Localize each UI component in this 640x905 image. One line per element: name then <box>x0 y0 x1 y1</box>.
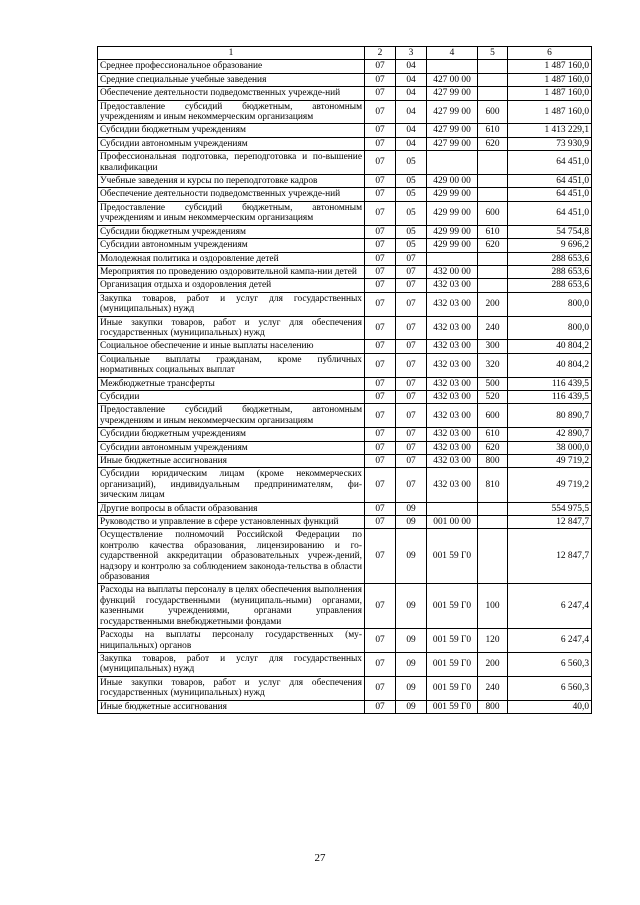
row-name-cell: Субсидии бюджетным учреждениям <box>98 428 365 441</box>
subsection-cell: 07 <box>396 292 427 316</box>
amount-cell: 49 719,2 <box>508 455 592 468</box>
amount-cell: 9 696,2 <box>508 239 592 252</box>
row-name-cell: Иные бюджетные ассигнования <box>98 700 365 713</box>
section-cell: 07 <box>365 188 396 201</box>
table-row <box>98 124 592 137</box>
section-cell: 07 <box>365 265 396 278</box>
section-cell: 07 <box>365 502 396 515</box>
row-name-cell: Обеспечение деятельности подведомственных учрежде-ний <box>98 188 365 201</box>
table-row <box>98 353 592 377</box>
section-cell: 07 <box>365 124 396 137</box>
row-name-cell: Субсидии <box>98 390 365 403</box>
amount-cell: 1 487 160,0 <box>508 87 592 100</box>
target-article-cell: 429 99 00 <box>427 225 478 238</box>
expense-type-cell <box>478 265 508 278</box>
amount-cell: 288 653,6 <box>508 279 592 292</box>
section-cell: 07 <box>365 629 396 653</box>
subsection-cell: 05 <box>396 151 427 175</box>
amount-cell: 42 890,7 <box>508 428 592 441</box>
target-article-cell: 001 59 Г0 <box>427 629 478 653</box>
expense-type-cell: 620 <box>478 441 508 454</box>
row-name-cell: Расходы на выплаты персоналу государственных (му-ниципальных) органов <box>98 629 365 653</box>
expense-type-cell <box>478 188 508 201</box>
subsection-cell: 05 <box>396 201 427 225</box>
budget-table <box>97 46 592 714</box>
table-row <box>98 441 592 454</box>
table-row <box>98 151 592 175</box>
subsection-cell: 07 <box>396 455 427 468</box>
subsection-cell: 09 <box>396 529 427 584</box>
amount-cell: 49 719,2 <box>508 468 592 502</box>
subsection-cell: 07 <box>396 377 427 390</box>
target-article-cell: 432 03 00 <box>427 404 478 428</box>
amount-cell: 64 451,0 <box>508 188 592 201</box>
row-name-cell: Закупка товаров, работ и услуг для государственных (муниципальных) нужд <box>98 292 365 316</box>
target-article-cell: 427 99 00 <box>427 137 478 150</box>
table-row <box>98 428 592 441</box>
table-row <box>98 279 592 292</box>
expense-type-cell <box>478 151 508 175</box>
table-row <box>98 100 592 124</box>
target-article-cell: 427 99 00 <box>427 124 478 137</box>
target-article-cell <box>427 252 478 265</box>
amount-cell: 38 000,0 <box>508 441 592 454</box>
expense-type-cell <box>478 60 508 73</box>
amount-cell: 800,0 <box>508 316 592 340</box>
table-row <box>98 529 592 584</box>
subsection-cell: 07 <box>396 428 427 441</box>
table-row <box>98 652 592 676</box>
row-name-cell: Субсидии бюджетным учреждениям <box>98 225 365 238</box>
section-cell: 07 <box>365 700 396 713</box>
amount-cell: 64 451,0 <box>508 175 592 188</box>
row-name-cell: Обеспечение деятельности подведомственных учрежде-ний <box>98 87 365 100</box>
amount-cell: 116 439,5 <box>508 377 592 390</box>
row-name-cell: Расходы на выплаты персоналу в целях обеспечения выполнения функций государственными (муниципаль-ными) органами, казенными учреждениями, органами управления государственными внебюджетными фондами <box>98 584 365 629</box>
row-name-cell: Среднее профессиональное образование <box>98 60 365 73</box>
amount-cell: 64 451,0 <box>508 201 592 225</box>
section-cell: 07 <box>365 292 396 316</box>
subsection-cell: 07 <box>396 265 427 278</box>
table-row <box>98 455 592 468</box>
header-row <box>98 47 592 60</box>
table-row <box>98 390 592 403</box>
target-article-cell: 429 99 00 <box>427 201 478 225</box>
expense-type-cell: 120 <box>478 629 508 653</box>
expense-type-cell: 800 <box>478 700 508 713</box>
section-cell: 07 <box>365 441 396 454</box>
target-article-cell: 432 03 00 <box>427 390 478 403</box>
row-name-cell: Предоставление субсидий бюджетным, автономным учреждениям и иным некоммерческим организациям <box>98 100 365 124</box>
target-article-cell: 001 00 00 <box>427 516 478 529</box>
amount-cell: 1 487 160,0 <box>508 73 592 86</box>
expense-type-cell: 610 <box>478 124 508 137</box>
row-name-cell: Иные закупки товаров, работ и услуг для обеспечения государственных (муниципальных) нужд <box>98 316 365 340</box>
row-name-cell: Профессиональная подготовка, переподготовка и по-вышение квалификации <box>98 151 365 175</box>
table-body <box>98 60 592 714</box>
target-article-cell <box>427 60 478 73</box>
target-article-cell <box>427 502 478 515</box>
subsection-cell: 07 <box>396 441 427 454</box>
table-row <box>98 239 592 252</box>
row-name-cell: Руководство и управление в сфере установленных функций <box>98 516 365 529</box>
expense-type-cell: 240 <box>478 316 508 340</box>
row-name-cell: Предоставление субсидий бюджетным, автономным учреждениям и иным некоммерческим организациям <box>98 404 365 428</box>
table-row <box>98 502 592 515</box>
expense-type-cell <box>478 73 508 86</box>
target-article-cell: 001 59 Г0 <box>427 700 478 713</box>
section-cell: 07 <box>365 175 396 188</box>
table-row <box>98 137 592 150</box>
section-cell: 07 <box>365 428 396 441</box>
row-name-cell: Субсидии автономным учреждениям <box>98 137 365 150</box>
section-cell: 07 <box>365 225 396 238</box>
expense-type-cell: 620 <box>478 137 508 150</box>
col-header-2: 2 <box>365 47 396 60</box>
expense-type-cell: 600 <box>478 404 508 428</box>
subsection-cell: 07 <box>396 316 427 340</box>
section-cell: 07 <box>365 455 396 468</box>
target-article-cell <box>427 151 478 175</box>
section-cell: 07 <box>365 584 396 629</box>
amount-cell: 64 451,0 <box>508 151 592 175</box>
col-header-3: 3 <box>396 47 427 60</box>
expense-type-cell: 300 <box>478 340 508 353</box>
target-article-cell: 001 59 Г0 <box>427 652 478 676</box>
section-cell: 07 <box>365 468 396 502</box>
row-name-cell: Иные закупки товаров, работ и услуг для обеспечения государственных (муниципальных) нужд <box>98 676 365 700</box>
subsection-cell: 07 <box>396 353 427 377</box>
target-article-cell: 432 03 00 <box>427 428 478 441</box>
amount-cell: 6 247,4 <box>508 584 592 629</box>
table-row <box>98 468 592 502</box>
target-article-cell: 432 03 00 <box>427 441 478 454</box>
table-row <box>98 629 592 653</box>
subsection-cell: 04 <box>396 137 427 150</box>
amount-cell: 288 653,6 <box>508 252 592 265</box>
expense-type-cell: 600 <box>478 201 508 225</box>
table-row <box>98 175 592 188</box>
subsection-cell: 07 <box>396 404 427 428</box>
subsection-cell: 04 <box>396 87 427 100</box>
target-article-cell: 432 03 00 <box>427 377 478 390</box>
section-cell: 07 <box>365 316 396 340</box>
amount-cell: 40 804,2 <box>508 340 592 353</box>
expense-type-cell <box>478 279 508 292</box>
target-article-cell: 429 00 00 <box>427 175 478 188</box>
subsection-cell: 07 <box>396 390 427 403</box>
subsection-cell: 09 <box>396 700 427 713</box>
table-row <box>98 516 592 529</box>
subsection-cell: 04 <box>396 124 427 137</box>
section-cell: 07 <box>365 676 396 700</box>
document-page <box>97 46 591 714</box>
row-name-cell: Социальное обеспечение и иные выплаты населению <box>98 340 365 353</box>
subsection-cell: 09 <box>396 502 427 515</box>
amount-cell: 80 890,7 <box>508 404 592 428</box>
expense-type-cell <box>478 252 508 265</box>
expense-type-cell: 320 <box>478 353 508 377</box>
expense-type-cell <box>478 529 508 584</box>
row-name-cell: Иные бюджетные ассигнования <box>98 455 365 468</box>
amount-cell: 12 847,7 <box>508 529 592 584</box>
amount-cell: 6 247,4 <box>508 629 592 653</box>
subsection-cell: 09 <box>396 584 427 629</box>
expense-type-cell <box>478 87 508 100</box>
expense-type-cell: 240 <box>478 676 508 700</box>
subsection-cell: 09 <box>396 652 427 676</box>
table-row <box>98 377 592 390</box>
section-cell: 07 <box>365 516 396 529</box>
subsection-cell: 05 <box>396 225 427 238</box>
target-article-cell: 432 03 00 <box>427 292 478 316</box>
target-article-cell: 432 03 00 <box>427 316 478 340</box>
table-row <box>98 584 592 629</box>
subsection-cell: 05 <box>396 175 427 188</box>
subsection-cell: 04 <box>396 100 427 124</box>
page-number: 27 <box>314 852 326 864</box>
amount-cell: 288 653,6 <box>508 265 592 278</box>
target-article-cell: 429 99 00 <box>427 239 478 252</box>
expense-type-cell <box>478 175 508 188</box>
col-header-1: 1 <box>98 47 365 60</box>
expense-type-cell: 800 <box>478 455 508 468</box>
table-row <box>98 316 592 340</box>
section-cell: 07 <box>365 377 396 390</box>
table-row <box>98 676 592 700</box>
amount-cell: 800,0 <box>508 292 592 316</box>
section-cell: 07 <box>365 529 396 584</box>
row-name-cell: Организация отдыха и оздоровления детей <box>98 279 365 292</box>
amount-cell: 6 560,3 <box>508 652 592 676</box>
section-cell: 07 <box>365 73 396 86</box>
table-row <box>98 201 592 225</box>
row-name-cell: Предоставление субсидий бюджетным, автономным учреждениям и иным некоммерческим организациям <box>98 201 365 225</box>
amount-cell: 116 439,5 <box>508 390 592 403</box>
table-row <box>98 404 592 428</box>
expense-type-cell: 200 <box>478 292 508 316</box>
row-name-cell: Учебные заведения и курсы по переподготовке кадров <box>98 175 365 188</box>
subsection-cell: 05 <box>396 188 427 201</box>
subsection-cell: 07 <box>396 468 427 502</box>
subsection-cell: 09 <box>396 676 427 700</box>
row-name-cell: Мероприятия по проведению оздоровительной кампа-нии детей <box>98 265 365 278</box>
row-name-cell: Закупка товаров, работ и услуг для государственных (муниципальных) нужд <box>98 652 365 676</box>
target-article-cell: 427 00 00 <box>427 73 478 86</box>
section-cell: 07 <box>365 239 396 252</box>
section-cell: 07 <box>365 100 396 124</box>
row-name-cell: Субсидии автономным учреждениям <box>98 239 365 252</box>
expense-type-cell: 610 <box>478 225 508 238</box>
expense-type-cell <box>478 516 508 529</box>
row-name-cell: Другие вопросы в области образования <box>98 502 365 515</box>
table-row <box>98 265 592 278</box>
section-cell: 07 <box>365 137 396 150</box>
amount-cell: 40 804,2 <box>508 353 592 377</box>
row-name-cell: Социальные выплаты гражданам, кроме публичных нормативных социальных выплат <box>98 353 365 377</box>
expense-type-cell: 520 <box>478 390 508 403</box>
expense-type-cell: 500 <box>478 377 508 390</box>
subsection-cell: 05 <box>396 239 427 252</box>
section-cell: 07 <box>365 201 396 225</box>
target-article-cell: 432 03 00 <box>427 468 478 502</box>
subsection-cell: 04 <box>396 73 427 86</box>
target-article-cell: 001 59 Г0 <box>427 584 478 629</box>
row-name-cell: Субсидии юридическим лицам (кроме некоммерческих организаций), индивидуальным предпринимателям, фи-зическим лицам <box>98 468 365 502</box>
target-article-cell: 427 99 00 <box>427 87 478 100</box>
target-article-cell: 001 59 Г0 <box>427 529 478 584</box>
target-article-cell: 432 03 00 <box>427 455 478 468</box>
expense-type-cell: 600 <box>478 100 508 124</box>
target-article-cell: 429 99 00 <box>427 188 478 201</box>
expense-type-cell: 100 <box>478 584 508 629</box>
amount-cell: 6 560,3 <box>508 676 592 700</box>
subsection-cell: 09 <box>396 629 427 653</box>
amount-cell: 1 487 160,0 <box>508 60 592 73</box>
target-article-cell: 432 03 00 <box>427 353 478 377</box>
expense-type-cell <box>478 502 508 515</box>
row-name-cell: Субсидии бюджетным учреждениям <box>98 124 365 137</box>
target-article-cell: 432 03 00 <box>427 340 478 353</box>
section-cell: 07 <box>365 60 396 73</box>
table-row <box>98 700 592 713</box>
section-cell: 07 <box>365 279 396 292</box>
target-article-cell: 001 59 Г0 <box>427 676 478 700</box>
target-article-cell: 427 99 00 <box>427 100 478 124</box>
section-cell: 07 <box>365 353 396 377</box>
row-name-cell: Субсидии автономным учреждениям <box>98 441 365 454</box>
table-row <box>98 188 592 201</box>
table-row <box>98 87 592 100</box>
expense-type-cell: 810 <box>478 468 508 502</box>
subsection-cell: 07 <box>396 279 427 292</box>
row-name-cell: Осуществление полномочий Российской Федерации по контролю качества образования, лицензированию и го-сударственной аккредитации образовательных учреж-дений, надзору и контролю за соблюдением законода-тельства в области образования <box>98 529 365 584</box>
amount-cell: 12 847,7 <box>508 516 592 529</box>
table-row <box>98 73 592 86</box>
col-header-5: 5 <box>478 47 508 60</box>
expense-type-cell: 620 <box>478 239 508 252</box>
section-cell: 07 <box>365 652 396 676</box>
section-cell: 07 <box>365 340 396 353</box>
subsection-cell: 07 <box>396 340 427 353</box>
amount-cell: 40,0 <box>508 700 592 713</box>
amount-cell: 73 930,9 <box>508 137 592 150</box>
table-row <box>98 252 592 265</box>
row-name-cell: Межбюджетные трансферты <box>98 377 365 390</box>
subsection-cell: 04 <box>396 60 427 73</box>
section-cell: 07 <box>365 390 396 403</box>
amount-cell: 1 413 229,1 <box>508 124 592 137</box>
subsection-cell: 07 <box>396 252 427 265</box>
row-name-cell: Средние специальные учебные заведения <box>98 73 365 86</box>
amount-cell: 54 754,8 <box>508 225 592 238</box>
expense-type-cell: 200 <box>478 652 508 676</box>
col-header-6: 6 <box>508 47 592 60</box>
section-cell: 07 <box>365 151 396 175</box>
amount-cell: 554 975,5 <box>508 502 592 515</box>
table-row <box>98 60 592 73</box>
col-header-4: 4 <box>427 47 478 60</box>
table-row <box>98 225 592 238</box>
subsection-cell: 09 <box>396 516 427 529</box>
section-cell: 07 <box>365 252 396 265</box>
section-cell: 07 <box>365 404 396 428</box>
target-article-cell: 432 00 00 <box>427 265 478 278</box>
section-cell: 07 <box>365 87 396 100</box>
table-row <box>98 292 592 316</box>
target-article-cell: 432 03 00 <box>427 279 478 292</box>
amount-cell: 1 487 160,0 <box>508 100 592 124</box>
table-row <box>98 340 592 353</box>
row-name-cell: Молодежная политика и оздоровление детей <box>98 252 365 265</box>
expense-type-cell: 610 <box>478 428 508 441</box>
